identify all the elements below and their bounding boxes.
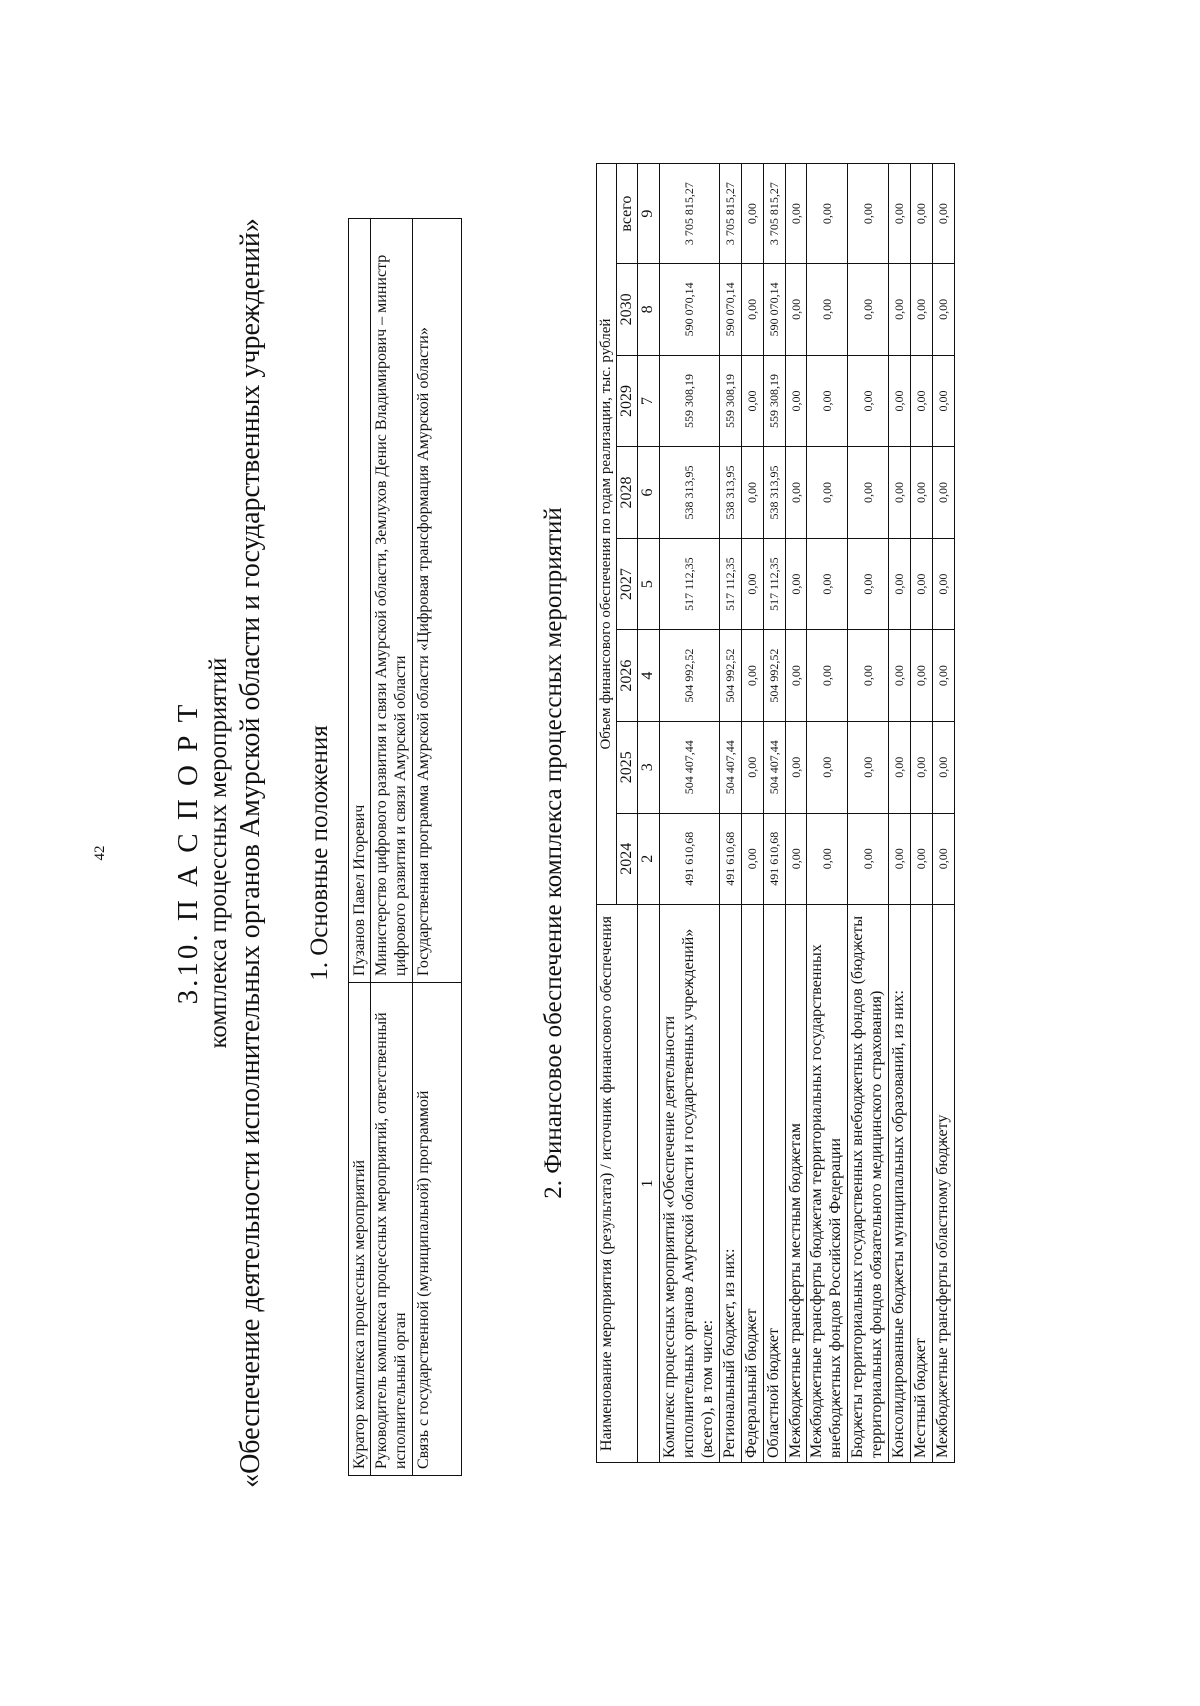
table-row — [741, 164, 763, 1463]
row-value: 0,00 — [741, 447, 763, 539]
row-value: 0,00 — [932, 447, 954, 539]
basic-info-table — [348, 218, 462, 1476]
document-subtitle: комплекса процессных мероприятий — [205, 657, 233, 1049]
title-block — [172, 138, 268, 1568]
column-number: 8 — [638, 264, 660, 356]
row-value: 0,00 — [807, 721, 848, 813]
row-value: 0,00 — [910, 264, 932, 356]
document-page — [80, 138, 1080, 1568]
row-value: 559 308,19 — [660, 355, 720, 447]
row-value: 0,00 — [910, 813, 932, 905]
row-value: 0,00 — [785, 355, 807, 447]
financing-table-body — [660, 164, 954, 1463]
row-value: 0,00 — [888, 538, 910, 630]
row-name: Региональный бюджет, из них: — [719, 905, 741, 1463]
row-value: 538 313,95 — [660, 447, 720, 539]
row-value: 0,00 — [848, 721, 889, 813]
row-value: 0,00 — [848, 447, 889, 539]
row-name: Межбюджетные трансферты бюджетам территориальных государственных внебюджетных фондов Российской Федерации — [807, 905, 848, 1463]
row-value: 0,00 — [741, 538, 763, 630]
row-value: 0,00 — [910, 538, 932, 630]
table-row — [660, 164, 720, 1463]
row-value: 517 112,35 — [719, 538, 741, 630]
table-row — [785, 164, 807, 1463]
row-value: 3 705 815,27 — [660, 164, 720, 264]
row-value: 0,00 — [932, 630, 954, 722]
row-label: Руководитель комплекса процессных мероприятий, ответственный исполнительный орган — [371, 983, 412, 1476]
row-value: 0,00 — [741, 164, 763, 264]
row-value: 0,00 — [888, 264, 910, 356]
column-number: 7 — [638, 355, 660, 447]
row-value: 0,00 — [888, 813, 910, 905]
table-column-numbers — [638, 164, 660, 1463]
document-subtitle-name: «Обеспечение деятельности исполнительных органов Амурской области и государственных учреждений» — [235, 218, 267, 1488]
row-value: 3 705 815,27 — [719, 164, 741, 264]
row-value: 0,00 — [888, 721, 910, 813]
year-header: 2029 — [616, 355, 638, 447]
row-value: 0,00 — [910, 447, 932, 539]
header-volume: Объем финансового обеспечения по годам реализации, тыс. рублей — [597, 164, 617, 905]
row-value: 0,00 — [785, 721, 807, 813]
row-value: 0,00 — [932, 355, 954, 447]
row-value: 0,00 — [785, 538, 807, 630]
row-name: Консолидированные бюджеты муниципальных образований, из них: — [888, 905, 910, 1463]
table-row — [932, 164, 954, 1463]
row-value: 590 070,14 — [763, 264, 785, 356]
year-header: 2030 — [616, 264, 638, 356]
page-number: 42 — [92, 845, 108, 861]
row-value: 0,00 — [932, 164, 954, 264]
row-value: 491 610,68 — [660, 813, 720, 905]
row-value: 504 407,44 — [660, 721, 720, 813]
row-value: 0,00 — [785, 264, 807, 356]
row-value: 0,00 — [807, 164, 848, 264]
row-value: 517 112,35 — [763, 538, 785, 630]
column-number: 6 — [638, 447, 660, 539]
row-value: 0,00 — [785, 813, 807, 905]
row-value: 0,00 — [741, 355, 763, 447]
row-value: 590 070,14 — [719, 264, 741, 356]
row-value: 0,00 — [888, 447, 910, 539]
row-name: Областной бюджет — [763, 905, 785, 1463]
row-value: 517 112,35 — [660, 538, 720, 630]
row-value: 504 407,44 — [719, 721, 741, 813]
row-value: 0,00 — [807, 630, 848, 722]
row-value: Пузанов Павел Игоревич — [349, 219, 371, 983]
row-value: 0,00 — [807, 447, 848, 539]
row-value: 0,00 — [910, 355, 932, 447]
row-name: Межбюджетные трансферты областному бюджету — [932, 905, 954, 1463]
row-name: Федеральный бюджет — [741, 905, 763, 1463]
row-value: Министерство цифрового развития и связи Амурской области, Землухов Денис Владимирович – министр цифрового развития и связи Амурской области — [371, 219, 412, 983]
row-value: 559 308,19 — [719, 355, 741, 447]
financing-table — [596, 163, 955, 1463]
row-value: 0,00 — [807, 355, 848, 447]
row-value: 0,00 — [785, 164, 807, 264]
row-value: 0,00 — [741, 630, 763, 722]
row-value: 0,00 — [888, 355, 910, 447]
row-value: 0,00 — [932, 538, 954, 630]
row-value: 0,00 — [807, 538, 848, 630]
row-value: 0,00 — [910, 721, 932, 813]
table-row — [888, 164, 910, 1463]
table-row — [848, 164, 889, 1463]
row-value: 0,00 — [807, 813, 848, 905]
row-value: 504 992,52 — [719, 630, 741, 722]
row-value: 0,00 — [848, 164, 889, 264]
table-row — [763, 164, 785, 1463]
row-value: 538 313,95 — [763, 447, 785, 539]
row-value: 0,00 — [932, 264, 954, 356]
row-value: 0,00 — [848, 264, 889, 356]
row-name: Комплекс процессных мероприятий «Обеспечение деятельности исполнительных органов Амурской области и государственных учреждений» (всего), в том числе: — [660, 905, 720, 1463]
row-value: 504 992,52 — [660, 630, 720, 722]
row-value: 0,00 — [910, 630, 932, 722]
table-header-row — [597, 164, 617, 1463]
row-value: 504 407,44 — [763, 721, 785, 813]
column-number: 9 — [638, 164, 660, 264]
row-name: Межбюджетные трансферты местным бюджетам — [785, 905, 807, 1463]
year-header: 2026 — [616, 630, 638, 722]
year-header: 2028 — [616, 447, 638, 539]
column-number: 1 — [638, 905, 660, 1463]
row-value: 491 610,68 — [719, 813, 741, 905]
column-number: 4 — [638, 630, 660, 722]
row-value: 0,00 — [932, 721, 954, 813]
row-value: 0,00 — [785, 447, 807, 539]
row-value: 0,00 — [848, 813, 889, 905]
row-value: Государственная программа Амурской области «Цифровая трансформация Амурской области» — [412, 219, 461, 983]
row-name: Бюджеты территориальных государственных внебюджетных фондов (бюджеты территориальных фондов обязательного медицинского страхования) — [848, 905, 889, 1463]
row-value: 0,00 — [785, 630, 807, 722]
column-number: 2 — [638, 813, 660, 905]
year-header: 2027 — [616, 538, 638, 630]
table-row — [910, 164, 932, 1463]
row-value: 0,00 — [848, 630, 889, 722]
row-value: 0,00 — [741, 264, 763, 356]
row-value: 0,00 — [910, 164, 932, 264]
row-label: Куратор комплекса процессных мероприятий — [349, 983, 371, 1476]
row-value: 0,00 — [807, 264, 848, 356]
row-value: 559 308,19 — [763, 355, 785, 447]
table-row — [807, 164, 848, 1463]
row-label: Связь с государственной (муниципальной) программой — [412, 983, 461, 1476]
year-header: 2024 — [616, 813, 638, 905]
row-value: 0,00 — [932, 813, 954, 905]
row-value: 0,00 — [741, 813, 763, 905]
row-value: 491 610,68 — [763, 813, 785, 905]
document-title: 3.10. П А С П О Р Т — [172, 701, 204, 1005]
section-heading-basic: 1. Основные положения — [306, 725, 333, 981]
row-value: 590 070,14 — [660, 264, 720, 356]
table-row — [412, 219, 461, 1476]
row-value: 0,00 — [888, 164, 910, 264]
row-value: 3 705 815,27 — [763, 164, 785, 264]
section-heading-financing: 2. Финансовое обеспечение комплекса процессных мероприятий — [540, 507, 567, 1199]
year-header: всего — [616, 164, 638, 264]
row-value: 504 992,52 — [763, 630, 785, 722]
year-header: 2025 — [616, 721, 638, 813]
table-row — [719, 164, 741, 1463]
column-number: 3 — [638, 721, 660, 813]
column-number: 5 — [638, 538, 660, 630]
row-value: 0,00 — [848, 355, 889, 447]
row-value: 538 313,95 — [719, 447, 741, 539]
row-value: 0,00 — [848, 538, 889, 630]
table-row — [371, 219, 412, 1476]
row-name: Местный бюджет — [910, 905, 932, 1463]
table-row — [349, 219, 371, 1476]
row-value: 0,00 — [741, 721, 763, 813]
row-value: 0,00 — [888, 630, 910, 722]
header-name: Наименование мероприятия (результата) / источник финансового обеспечения — [597, 905, 638, 1463]
